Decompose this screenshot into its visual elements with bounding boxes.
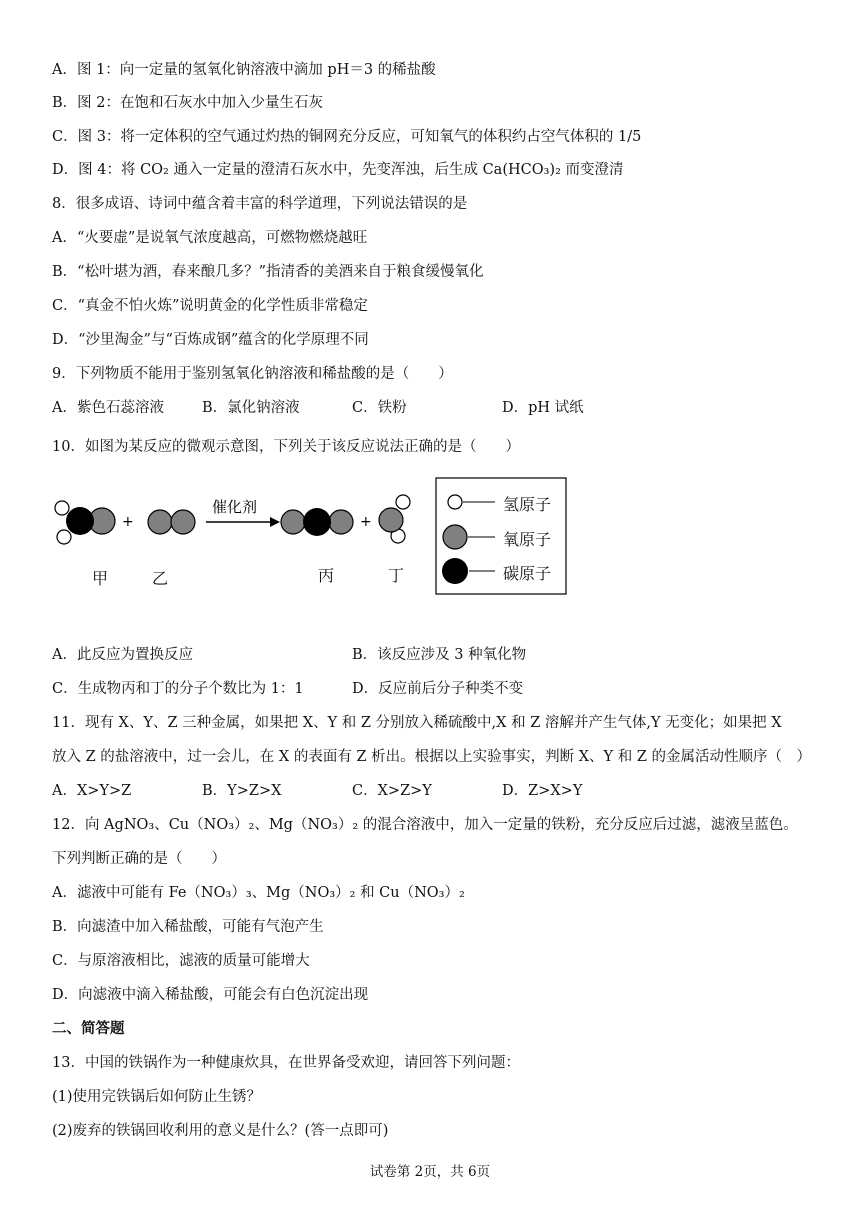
q12-option-b: B．向滤渣中加入稀盐酸，可能有气泡产生 — [52, 919, 324, 935]
line-1d: D．图 4：将 CO₂ 通入一定量的澄清石灰水中，先变浑浊，后生成 Ca(HCO₃)₂ 而变澄清 — [52, 162, 624, 178]
line-1c: C．图 3：将一定体积的空气通过灼热的铜网充分反应，可知氧气的体积约占空气体积的 1/5 — [52, 129, 642, 145]
q11-option-c: C．X>Z>Y — [352, 783, 432, 799]
q10-option-a: A．此反应为置换反应 — [52, 647, 193, 663]
legend-carbon-label: 碳原子 — [503, 564, 552, 583]
oxygen-legend-icon — [443, 525, 467, 549]
question-11-line-1: 11．现有 X、Y、Z 三种金属，如果把 X、Y 和 Z 分别放入稀硫酸中,X 和 Z 溶解并产生气体,Y 无变化；如果把 X — [52, 715, 782, 731]
catalyst-label: 催化剂 — [212, 498, 258, 516]
q11-option-a: A．X>Y>Z — [52, 783, 132, 799]
line-1b: B．图 2：在饱和石灰水中加入少量生石灰 — [52, 95, 323, 111]
question-12-line-2: 下列判断正确的是（ ） — [52, 851, 226, 867]
q11-option-b: B．Y>Z>X — [202, 783, 282, 799]
q8-option-b: B．“松叶堪为酒，春来酿几多？”指清香的美酒来自于粮食缓慢氧化 — [52, 264, 484, 280]
q13-part-1: (1)使用完铁锅后如何防止生锈？ — [52, 1089, 262, 1105]
plus-1: + — [122, 514, 134, 530]
q12-option-d: D．向滤液中滴入稀盐酸，可能会有白色沉淀出现 — [52, 987, 369, 1003]
molecule-jia — [55, 501, 115, 544]
label-yi: 乙 — [152, 569, 169, 588]
question-11-line-2: 放入 Z 的盐溶液中，过一会儿，在 X 的表面有 Z 析出。根据以上实验事实，判断 X、Y 和 Z 的金属活动性顺序（ ） — [52, 749, 812, 765]
q8-option-a: A．“火要虚”是说氧气浓度越高，可燃物燃烧越旺 — [52, 230, 368, 246]
q8-option-d: D．“沙里淘金”与“百炼成钢”蕴含的化学原理不同 — [52, 332, 369, 348]
section-heading: 二、简答题 — [52, 1020, 125, 1037]
molecule-yi — [148, 510, 195, 534]
reaction-diagram — [0, 470, 860, 610]
line-1a: A．图 1：向一定量的氢氧化钠溶液中滴加 pH＝3 的稀盐酸 — [52, 62, 436, 78]
label-jia: 甲 — [92, 569, 109, 588]
q10-option-d: D．反应前后分子种类不变 — [352, 681, 524, 697]
molecule-bing — [281, 508, 353, 536]
q9-option-b: B．氯化钠溶液 — [202, 400, 300, 416]
q9-option-a: A．紫色石蕊溶液 — [52, 400, 164, 416]
question-12-line-1: 12．向 AgNO₃、Cu（NO₃）₂、Mg（NO₃）₂ 的混合溶液中，加入一定量的铁粉，充分反应后过滤，滤液呈蓝色。 — [52, 817, 798, 833]
q13-part-2: (2)废弃的铁锅回收利用的意义是什么？(答一点即可) — [52, 1123, 389, 1139]
q12-option-c: C．与原溶液相比，滤液的质量可能增大 — [52, 953, 310, 969]
legend-hydrogen-label: 氢原子 — [503, 495, 552, 514]
q12-option-a: A．滤液中可能有 Fe（NO₃）₃、Mg（NO₃）₂ 和 Cu（NO₃）₂ — [52, 885, 465, 901]
q11-option-d: D．Z>X>Y — [502, 783, 583, 799]
q10-option-b: B．该反应涉及 3 种氧化物 — [352, 647, 527, 663]
label-ding: 丁 — [388, 566, 405, 585]
q8-option-c: C．“真金不怕火炼”说明黄金的化学性质非常稳定 — [52, 298, 368, 314]
question-13: 13．中国的铁锅作为一种健康炊具，在世界备受欢迎，请回答下列问题： — [52, 1055, 520, 1071]
legend-oxygen-label: 氧原子 — [503, 530, 552, 549]
arrow-head — [270, 517, 280, 527]
question-8: 8．很多成语、诗词中蕴含着丰富的科学道理，下列说法错误的是 — [52, 196, 468, 212]
reaction-svg — [0, 470, 860, 610]
label-bing: 丙 — [318, 566, 335, 585]
q9-option-d: D．pH 试纸 — [502, 400, 584, 416]
q10-option-c: C．生成物丙和丁的分子个数比为 1：1 — [52, 681, 304, 697]
q9-option-c: C．铁粉 — [352, 400, 407, 416]
page-footer: 试卷第 2页，共 6页 — [369, 1164, 491, 1180]
question-9: 9．下列物质不能用于鉴别氢氧化钠溶液和稀盐酸的是（ ） — [52, 366, 453, 382]
hydrogen-legend-icon — [448, 495, 462, 509]
molecule-ding — [379, 495, 410, 543]
plus-2: + — [360, 514, 372, 530]
question-10: 10．如图为某反应的微观示意图，下列关于该反应说法正确的是（ ） — [52, 439, 520, 455]
carbon-legend-icon — [442, 558, 468, 584]
